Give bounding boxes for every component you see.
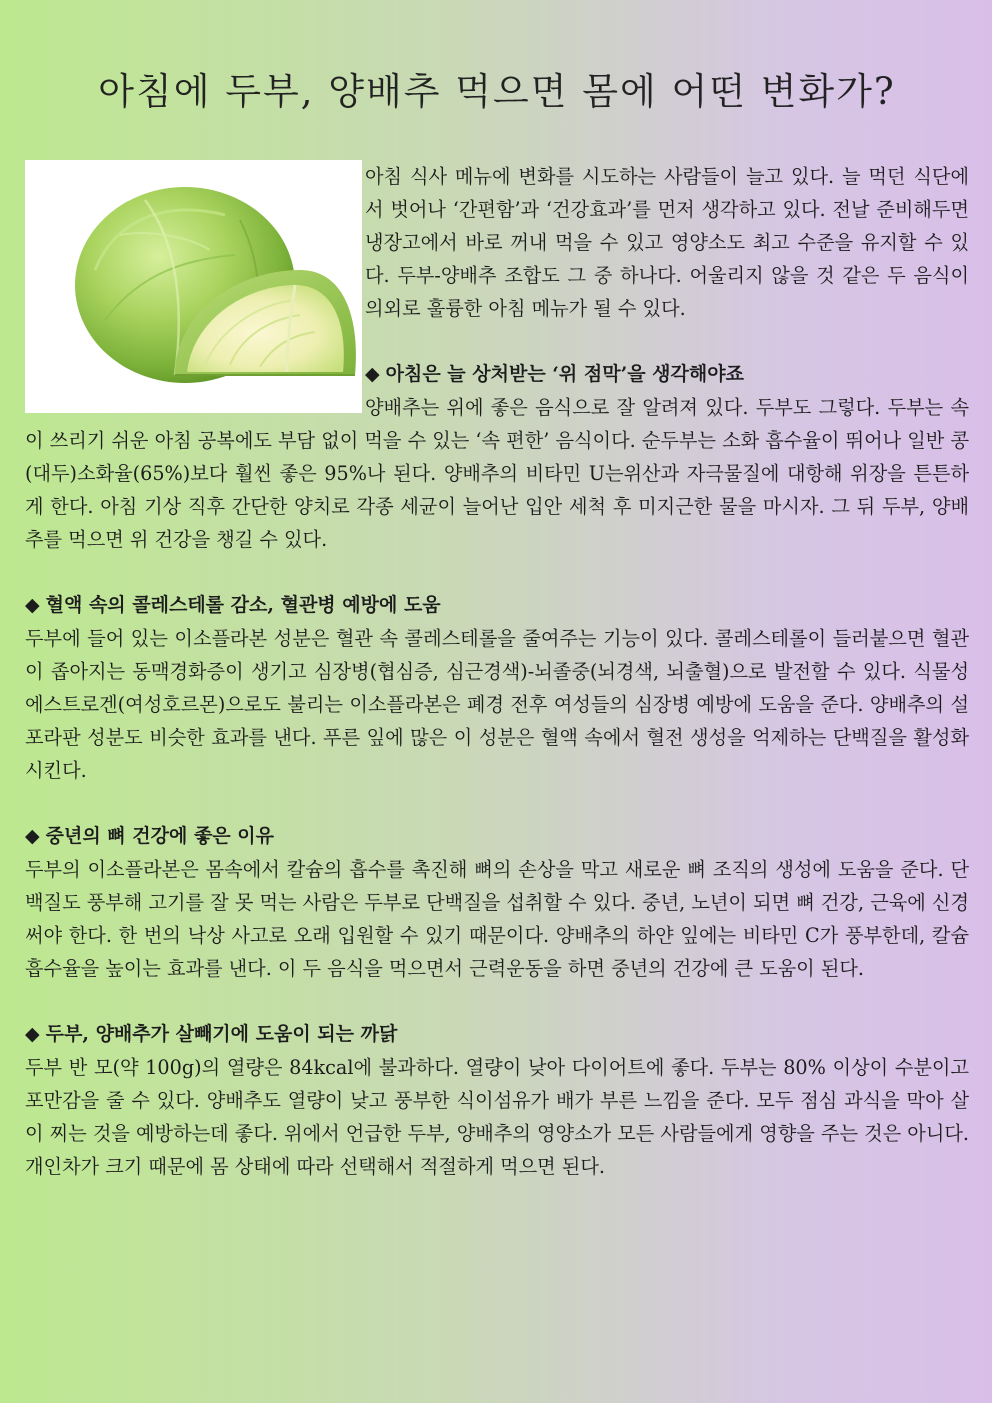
diamond-bullet-icon: ◆ <box>25 594 40 616</box>
section-body-stomach: 양배추는 위에 좋은 음식으로 잘 알려져 있다. 두부도 그렇다. 두부는 속이 쓰리기 쉬운 아침 공복에도 부담 없이 먹을 수 있는 ‘속 편한’ 음식이다. 순두부는 소화 흡수율이 뛰어나 일반 콩(대두)소화율(65%)보다 훨씬 좋은 95%나 된다. 양배추의 비타민 U는위산과 자극물질에 대항해 위장을 튼튼하게 한다. 아침 기상 직후 간단한 양치로 각종 세균이 늘어난 입안 세척 후 미지근한 물을 마시자. 그 뒤 두부, 양배추를 먹으면 위 건강을 챙길 수 있다. <box>25 396 969 551</box>
diamond-bullet-icon: ◆ <box>25 1023 40 1045</box>
section-heading-text: 두부, 양배추가 살빼기에 도움이 되는 까닭 <box>45 1023 398 1045</box>
section-heading-bone <box>25 820 969 853</box>
section-body-diet: 두부 반 모(약 100g)의 열량은 84kcal에 불과하다. 열량이 낮아 다이어트에 좋다. 두부는 80% 이상이 수분이고 포만감을 줄 수 있다. 양배추도 열량이 낮고 풍부한 식이섬유가 배가 부른 느낌을 준다. 모두 점심 과식을 막아 살이 찌는 것을 예방하는데 좋다. 위에서 언급한 두부, 양배추의 영양소가 모든 사람들에게 영향을 주는 것은 아니다. 개인차가 크기 때문에 몸 상태에 따라 선택해서 적절하게 먹으면 된다. <box>25 1056 969 1178</box>
cabbage-illustration <box>25 160 362 413</box>
section-heading-text: 아침은 늘 상처받는 ‘위 점막’을 생각해야죠 <box>385 363 744 385</box>
section-heading-text: 혈액 속의 콜레스테롤 감소, 혈관병 예방에 도움 <box>45 594 441 616</box>
diamond-bullet-icon: ◆ <box>365 363 380 385</box>
article-title: 아침에 두부, 양배추 먹으면 몸에 어떤 변화가? <box>98 70 896 113</box>
section-body-cholesterol: 두부에 들어 있는 이소플라본 성분은 혈관 속 콜레스테롤을 줄여주는 기능이 있다. 콜레스테롤이 들러붙으면 혈관이 좁아지는 동맥경화증이 생기고 심장병(협심증, 심근경색)-뇌졸중(뇌경색, 뇌출혈)으로 발전할 수 있다. 식물성 에스트로겐(여성호르몬)으로도 불리는 이소플라본은 폐경 전후 여성들의 심장병 예방에 도움을 준다. 양배추의 설포라판 성분도 비슷한 효과를 낸다. 푸른 잎에 많은 이 성분은 혈액 속에서 혈전 생성을 억제하는 단백질을 활성화시킨다. <box>25 627 969 782</box>
section-heading-cholesterol <box>25 589 969 622</box>
diamond-bullet-icon: ◆ <box>25 825 40 847</box>
article-page <box>25 62 969 1183</box>
section-body-bone: 두부의 이소플라본은 몸속에서 칼슘의 흡수를 촉진해 뼈의 손상을 막고 새로운 뼈 조직의 생성에 도움을 준다. 단백질도 풍부해 고기를 잘 못 먹는 사람은 두부로 단백질을 섭취할 수 있다. 중년, 노년이 되면 뼈 건강, 근육에 신경 써야 한다. 한 번의 낙상 사고로 오래 입원할 수 있기 때문이다. 양배추의 하얀 잎에는 비타민 C가 풍부한데, 칼슘 흡수율을 높이는 효과를 낸다. 이 두 음식을 먹으면서 근력운동을 하면 중년의 건강에 큰 도움이 된다. <box>25 858 969 980</box>
intro-paragraph: 아침 식사 메뉴에 변화를 시도하는 사람들이 늘고 있다. 늘 먹던 식단에서 벗어나 ‘간편함’과 ‘건강효과’를 먼저 생각하고 있다. 전날 준비해두면 냉장고에서 바로 꺼내 먹을 수 있고 영양소도 최고 수준을 유지할 수 있다. 두부-양배추 조합도 그 중 하나다. 어울리지 않을 것 같은 두 음식이 의외로 훌륭한 아침 메뉴가 될 수 있다. <box>365 165 969 320</box>
section-heading-text: 중년의 뼈 건강에 좋은 이유 <box>45 825 274 847</box>
cabbage-photo <box>25 160 362 413</box>
article-body <box>25 160 969 1183</box>
section-heading-diet <box>25 1018 969 1051</box>
